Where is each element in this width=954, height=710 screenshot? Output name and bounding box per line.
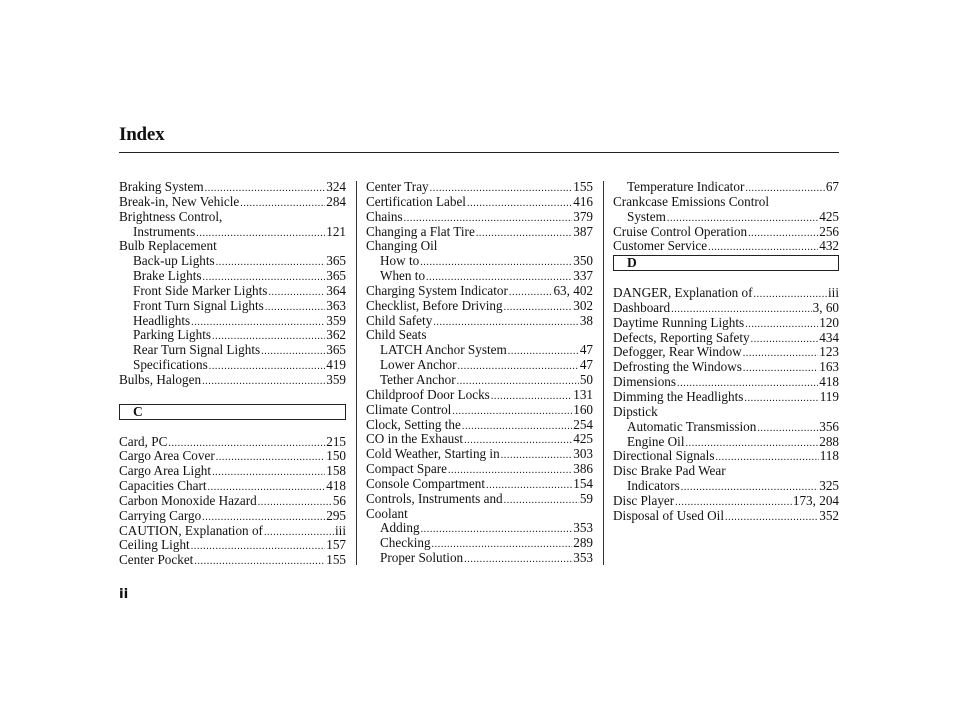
page-title: Index	[119, 124, 165, 145]
page-reference: 56	[332, 492, 346, 508]
index-subentry	[119, 299, 346, 314]
index-term: Brake Lights	[133, 268, 202, 284]
page-reference: 432	[819, 238, 839, 254]
index-term: LATCH Anchor System	[380, 342, 507, 358]
index-subentry	[366, 358, 593, 373]
index-term: Parking Lights	[133, 327, 212, 343]
dot-leader	[745, 318, 818, 333]
dot-leader	[191, 316, 325, 331]
page-reference: 47	[579, 357, 593, 373]
index-column-1	[119, 180, 346, 568]
index-term: Proper Solution	[380, 550, 464, 566]
page-reference: 295	[326, 507, 346, 523]
index-entry	[366, 180, 593, 195]
dot-leader	[464, 553, 572, 568]
index-entry	[366, 299, 593, 314]
dot-leader	[264, 526, 334, 541]
page-reference: 337	[573, 268, 593, 284]
dot-leader	[452, 405, 572, 420]
page-reference: 131	[573, 386, 593, 402]
index-term: Cold Weather, Starting in	[366, 446, 500, 462]
page-reference: 59	[579, 490, 593, 506]
index-term: Bulb Replacement	[119, 238, 217, 254]
index-entry	[613, 286, 839, 301]
dot-leader	[458, 360, 579, 375]
column-divider-1	[356, 181, 357, 565]
index-subentry	[613, 479, 839, 494]
index-term: DANGER, Explanation of	[613, 285, 753, 301]
index-entry	[119, 494, 346, 509]
index-entry	[613, 509, 839, 524]
index-group-heading	[613, 464, 839, 479]
page-reference: 120	[819, 314, 839, 330]
index-term: Card, PC	[119, 433, 168, 449]
index-term: Climate Control	[366, 401, 452, 417]
page-reference: 63, 402	[553, 282, 593, 298]
page-reference: 379	[573, 208, 593, 224]
index-term: Bulbs, Halogen	[119, 371, 202, 387]
index-term: Checklist, Before Driving	[366, 297, 503, 313]
index-group-heading	[613, 195, 839, 210]
dot-leader	[265, 301, 325, 316]
dot-leader	[751, 333, 819, 348]
dot-leader	[708, 241, 818, 256]
index-term: Center Pocket	[119, 552, 194, 568]
page-reference: 359	[326, 312, 346, 328]
page-reference: 425	[573, 431, 593, 447]
index-term: Charging System Indicator	[366, 282, 508, 298]
page-reference: 3, 60	[812, 299, 839, 315]
page-reference: 356	[819, 418, 839, 434]
page-reference: 154	[573, 475, 593, 491]
index-column-3	[613, 180, 839, 524]
index-term: Dimming the Headlights	[613, 388, 744, 404]
section-letter-heading: C	[119, 404, 346, 420]
index-term: Engine Oil	[627, 433, 685, 449]
page-reference: 418	[326, 478, 346, 494]
index-entry	[119, 538, 346, 553]
index-term: When to	[380, 268, 426, 284]
index-entry	[119, 180, 346, 195]
dot-leader	[757, 422, 818, 437]
index-entry	[613, 316, 839, 331]
page-reference: 289	[573, 535, 593, 551]
index-term: CAUTION, Explanation of	[119, 522, 263, 538]
title-divider	[119, 152, 839, 153]
index-term: Specifications	[133, 357, 208, 373]
page-reference: 47	[579, 342, 593, 358]
index-subentry	[119, 358, 346, 373]
page-number: ii	[119, 586, 129, 602]
index-entry	[119, 449, 346, 464]
index-entry	[119, 464, 346, 479]
index-subentry	[119, 269, 346, 284]
dot-leader	[462, 420, 572, 435]
index-subentry	[366, 254, 593, 269]
index-term: Defogger, Rear Window	[613, 344, 742, 360]
page-reference: 119	[819, 388, 839, 404]
index-entry	[613, 239, 839, 254]
page-reference: 302	[573, 297, 593, 313]
page-reference: 416	[573, 193, 593, 209]
page-reference: 434	[819, 329, 839, 345]
index-term: Dimensions	[613, 374, 677, 390]
page-reference: 324	[326, 179, 346, 194]
index-entry	[366, 462, 593, 477]
index-term: Disposal of Used Oil	[613, 507, 724, 523]
section-letter-heading: D	[613, 255, 839, 271]
page-reference: 157	[326, 537, 346, 553]
index-term: Braking System	[119, 179, 204, 194]
index-group-heading	[119, 239, 346, 254]
index-group-heading	[366, 239, 593, 254]
dot-leader	[508, 345, 579, 360]
index-term: Controls, Instruments and	[366, 490, 503, 506]
dot-leader	[216, 256, 326, 271]
index-term: Ceiling Light	[119, 537, 190, 553]
page-reference: 325	[819, 478, 839, 494]
index-subentry	[613, 180, 839, 195]
blank-line	[119, 388, 346, 403]
page-reference: 158	[326, 463, 346, 479]
index-entry	[119, 509, 346, 524]
index-term: Crankcase Emissions Control	[613, 193, 770, 209]
index-term: Defrosting the Windows	[613, 359, 742, 375]
index-term: Headlights	[133, 312, 191, 328]
index-subentry	[366, 373, 593, 388]
index-term: Defects, Reporting Safety	[613, 329, 750, 345]
dot-leader	[209, 360, 326, 375]
index-subentry	[119, 284, 346, 299]
page-reference: 425	[819, 208, 839, 224]
page-reference: 418	[819, 374, 839, 390]
index-group-heading	[366, 507, 593, 522]
index-term: Instruments	[133, 223, 196, 239]
index-subentry	[366, 269, 593, 284]
index-term: Rear Turn Signal Lights	[133, 342, 261, 358]
page-reference: iii	[828, 285, 839, 301]
dot-leader	[744, 392, 818, 407]
index-entry	[119, 524, 346, 539]
index-term: Cargo Area Light	[119, 463, 212, 479]
page-reference: 155	[326, 552, 346, 568]
index-subentry	[366, 536, 593, 551]
index-term: Brightness Control,	[119, 208, 223, 224]
index-entry	[613, 360, 839, 375]
index-term: Automatic Transmission	[627, 418, 757, 434]
index-entry	[119, 479, 346, 494]
dot-leader	[467, 197, 572, 212]
index-group-heading	[119, 210, 346, 225]
index-term: Tether Anchor	[380, 371, 456, 387]
index-term: Clock, Setting the	[366, 416, 461, 432]
column-divider-2	[603, 181, 604, 565]
index-term: Coolant	[366, 505, 408, 521]
index-term: Temperature Indicator	[627, 179, 745, 194]
page-reference: 387	[573, 223, 593, 239]
index-entry	[119, 435, 346, 450]
dot-leader	[191, 540, 326, 555]
index-term: Childproof Door Locks	[366, 386, 490, 402]
index-term: Certification Label	[366, 193, 466, 209]
index-entry	[366, 388, 593, 403]
page-reference: 67	[825, 179, 839, 194]
index-entry	[119, 553, 346, 568]
index-term: Disc Brake Pad Wear	[613, 463, 726, 479]
page-reference: 50	[579, 371, 593, 387]
dot-leader	[476, 227, 572, 242]
page-reference: 215	[326, 433, 346, 449]
index-subentry	[366, 521, 593, 536]
index-term: Directional Signals	[613, 448, 715, 464]
index-entry	[613, 375, 839, 390]
index-group-heading	[613, 405, 839, 420]
dot-leader	[433, 316, 579, 331]
index-subentry	[613, 435, 839, 450]
page-reference: 256	[819, 223, 839, 239]
dot-leader	[258, 496, 332, 511]
index-term: Center Tray	[366, 179, 429, 194]
index-term: Carbon Monoxide Hazard	[119, 492, 257, 508]
page-reference: 123	[819, 344, 839, 360]
index-term: Capacities Chart	[119, 478, 207, 494]
index-subentry	[119, 254, 346, 269]
page-reference: 118	[819, 448, 839, 464]
page-reference: 284	[326, 193, 346, 209]
dot-leader	[743, 362, 818, 377]
index-term: Front Turn Signal Lights	[133, 297, 264, 313]
blank-line	[119, 420, 346, 435]
index-term: CO in the Exhaust	[366, 431, 464, 447]
index-term: Customer Service	[613, 238, 708, 254]
page-reference: 38	[579, 312, 593, 328]
dot-leader	[194, 555, 325, 570]
index-term: Chains	[366, 208, 403, 224]
page-reference: 160	[573, 401, 593, 417]
index-entry	[366, 284, 593, 299]
index-entry	[366, 432, 593, 447]
index-term: Compact Spare	[366, 461, 447, 477]
index-subentry	[613, 420, 839, 435]
index-term: Daytime Running Lights	[613, 314, 745, 330]
page-reference: 363	[326, 297, 346, 313]
index-entry	[366, 314, 593, 329]
dot-leader	[261, 345, 325, 360]
page-reference: 365	[326, 342, 346, 358]
dot-leader	[202, 375, 325, 390]
page-reference: 353	[573, 550, 593, 566]
index-entry	[613, 449, 839, 464]
index-term: Front Side Marker Lights	[133, 282, 268, 298]
index-column-2	[366, 180, 593, 566]
dot-leader	[501, 449, 573, 464]
index-term: Changing a Flat Tire	[366, 223, 475, 239]
page-reference: 419	[326, 357, 346, 373]
dot-leader	[743, 347, 819, 362]
index-term: Cargo Area Cover	[119, 448, 215, 464]
index-term: Cruise Control Operation	[613, 223, 748, 239]
dot-leader	[491, 390, 572, 405]
index-term: Dashboard	[613, 299, 671, 315]
index-term: Back-up Lights	[133, 253, 215, 269]
dot-leader	[421, 523, 573, 538]
index-term: System	[627, 208, 666, 224]
page-reference: 359	[326, 371, 346, 387]
index-term: Carrying Cargo	[119, 507, 202, 523]
page-reference: 121	[326, 223, 346, 239]
index-term: Indicators	[627, 478, 680, 494]
page-reference: 364	[326, 282, 346, 298]
index-term: Adding	[380, 520, 420, 536]
dot-leader	[212, 466, 325, 481]
page-reference: 365	[326, 253, 346, 269]
index-term: Dipstick	[613, 403, 658, 419]
page-reference: 350	[573, 253, 593, 269]
page-reference: 155	[573, 179, 593, 194]
index-subentry	[119, 225, 346, 240]
dot-leader	[504, 301, 573, 316]
page-reference: 173, 204	[792, 492, 839, 508]
index-subentry	[613, 210, 839, 225]
page-reference: 362	[326, 327, 346, 343]
page-reference: 254	[573, 416, 593, 432]
page-reference: 150	[326, 448, 346, 464]
index-entry	[366, 210, 593, 225]
index-subentry	[366, 343, 593, 358]
index-entry	[366, 225, 593, 240]
index-entry	[613, 345, 839, 360]
index-term: Break-in, New Vehicle	[119, 193, 240, 209]
index-subentry	[119, 328, 346, 343]
dot-leader	[748, 227, 818, 242]
index-term: Child Seats	[366, 327, 427, 343]
index-entry	[366, 403, 593, 418]
index-entry	[119, 373, 346, 388]
index-entry	[613, 494, 839, 509]
page-reference: 353	[573, 520, 593, 536]
page-reference: 386	[573, 461, 593, 477]
dot-leader	[725, 511, 818, 526]
dot-leader	[420, 256, 572, 271]
page-reference: iii	[335, 522, 346, 538]
index-entry	[613, 331, 839, 346]
index-term: Disc Player	[613, 492, 675, 508]
page-reference: 365	[326, 268, 346, 284]
dot-leader	[240, 197, 325, 212]
index-entry	[613, 225, 839, 240]
index-entry	[366, 477, 593, 492]
index-term: Console Compartment	[366, 475, 486, 491]
index-subentry	[119, 343, 346, 358]
index-entry	[366, 447, 593, 462]
index-term: How to	[380, 253, 420, 269]
dot-leader	[715, 451, 818, 466]
index-term: Checking	[380, 535, 431, 551]
page-reference: 352	[819, 507, 839, 523]
blank-line	[613, 271, 839, 286]
dot-leader	[504, 494, 579, 509]
dot-leader	[216, 451, 326, 466]
index-term: Lower Anchor	[380, 357, 457, 373]
index-term: Child Safety	[366, 312, 433, 328]
dot-leader	[509, 286, 553, 301]
dot-leader	[268, 286, 325, 301]
index-entry	[613, 390, 839, 405]
index-entry	[613, 301, 839, 316]
page-reference: 303	[573, 446, 593, 462]
index-entry	[366, 418, 593, 433]
index-subentry	[119, 314, 346, 329]
page-reference: 163	[819, 359, 839, 375]
index-subentry	[366, 551, 593, 566]
index-term: Changing Oil	[366, 238, 438, 254]
index-entry	[119, 195, 346, 210]
index-entry	[366, 492, 593, 507]
index-entry	[366, 195, 593, 210]
page-reference: 288	[819, 433, 839, 449]
index-group-heading	[366, 328, 593, 343]
